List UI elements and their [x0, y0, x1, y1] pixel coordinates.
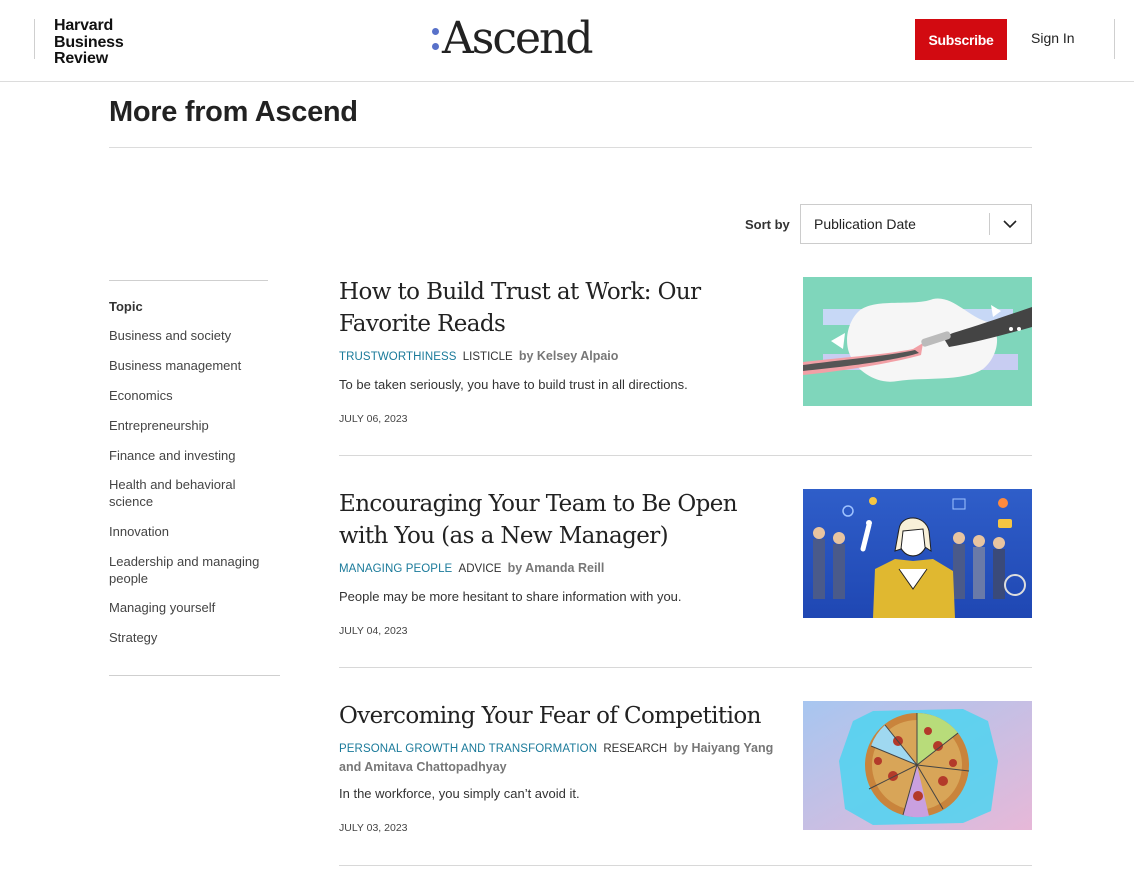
sort-divider	[989, 213, 990, 235]
article-type-tag: LISTICLE	[462, 351, 513, 363]
hbr-logo-line: Business	[54, 33, 124, 51]
article-author[interactable]: by Amanda Reill	[507, 561, 605, 575]
article-divider	[339, 865, 1032, 866]
article-topic-tag[interactable]: MANAGING PEOPLE	[339, 563, 453, 575]
article-thumbnail-pizza[interactable]	[803, 701, 1032, 830]
sidebar-top-divider	[109, 280, 268, 281]
article-divider	[339, 667, 1032, 668]
article-title[interactable]: Encouraging Your Team to Be Open with You (as a New Manager)	[339, 491, 737, 549]
article-type-tag: ADVICE	[458, 563, 502, 575]
hbr-logo-line: Harvard	[54, 17, 114, 34]
article-date: JULY 06, 2023	[339, 413, 408, 425]
site-header	[0, 0, 1134, 82]
article-thumbnail-handshake[interactable]	[803, 277, 1032, 406]
article-author[interactable]: by Haiyang Yang and Amitava Chattopadhyay	[339, 741, 774, 774]
article-type-tag: RESEARCH	[603, 743, 668, 755]
article-summary: To be taken seriously, you have to build trust in all directions.	[339, 377, 688, 392]
sidebar-bottom-divider	[109, 675, 280, 676]
article-date: JULY 04, 2023	[339, 625, 408, 637]
sort-label: Sort by	[745, 217, 790, 232]
article-meta	[339, 559, 784, 578]
article-thumbnail-manager[interactable]	[803, 489, 1032, 618]
article-meta	[339, 347, 784, 366]
ascend-dots-icon	[432, 28, 439, 50]
ascend-wordmark: Ascend	[442, 13, 592, 64]
hbr-logo[interactable]	[54, 18, 124, 68]
sidebar-topic-innovation[interactable]: Innovation	[109, 524, 169, 539]
article-summary: In the workforce, you simply can’t avoid it.	[339, 786, 580, 801]
hbr-logo-line: Review	[54, 50, 108, 67]
sidebar-topic-finance[interactable]: Finance and investing	[109, 448, 236, 463]
sidebar-topic-health[interactable]: Health and behavioral science	[109, 477, 236, 509]
sort-dropdown[interactable]	[800, 204, 1032, 244]
sidebar-topic-entrepreneurship[interactable]: Entrepreneurship	[109, 418, 209, 433]
ascend-logo[interactable]	[432, 14, 592, 64]
article-topic-tag[interactable]: TRUSTWORTHINESS	[339, 351, 457, 363]
article-divider	[339, 455, 1032, 456]
sidebar-topic-managing-yourself[interactable]: Managing yourself	[109, 600, 216, 615]
sidebar-topic-economics[interactable]: Economics	[109, 388, 173, 403]
sidebar-heading: Topic	[109, 299, 143, 314]
header-divider-right	[1114, 19, 1115, 59]
title-divider	[109, 147, 1032, 148]
sort-selected-value: Publication Date	[814, 216, 916, 232]
sidebar-topic-strategy[interactable]: Strategy	[109, 630, 158, 645]
header-divider-left	[34, 19, 35, 59]
article-meta	[339, 739, 784, 777]
sidebar-topic-business-management[interactable]: Business management	[109, 358, 242, 373]
chevron-down-icon	[1002, 217, 1018, 231]
page-title: More from Ascend	[109, 96, 358, 128]
article-date: JULY 03, 2023	[339, 822, 408, 834]
subscribe-button[interactable]: Subscribe	[915, 19, 1007, 60]
sidebar-topic-leadership[interactable]: Leadership and managing people	[109, 554, 260, 586]
article-title[interactable]: Overcoming Your Fear of Competition	[339, 703, 761, 729]
sign-in-link[interactable]: Sign In	[1031, 30, 1075, 46]
article-topic-tag[interactable]: PERSONAL GROWTH AND TRANSFORMATION	[339, 743, 598, 755]
article-author[interactable]: by Kelsey Alpaio	[518, 349, 619, 363]
article-title[interactable]: How to Build Trust at Work: Our Favorite Reads	[339, 279, 701, 337]
article-summary: People may be more hesitant to share information with you.	[339, 589, 682, 604]
sidebar-topic-business-society[interactable]: Business and society	[109, 328, 232, 343]
